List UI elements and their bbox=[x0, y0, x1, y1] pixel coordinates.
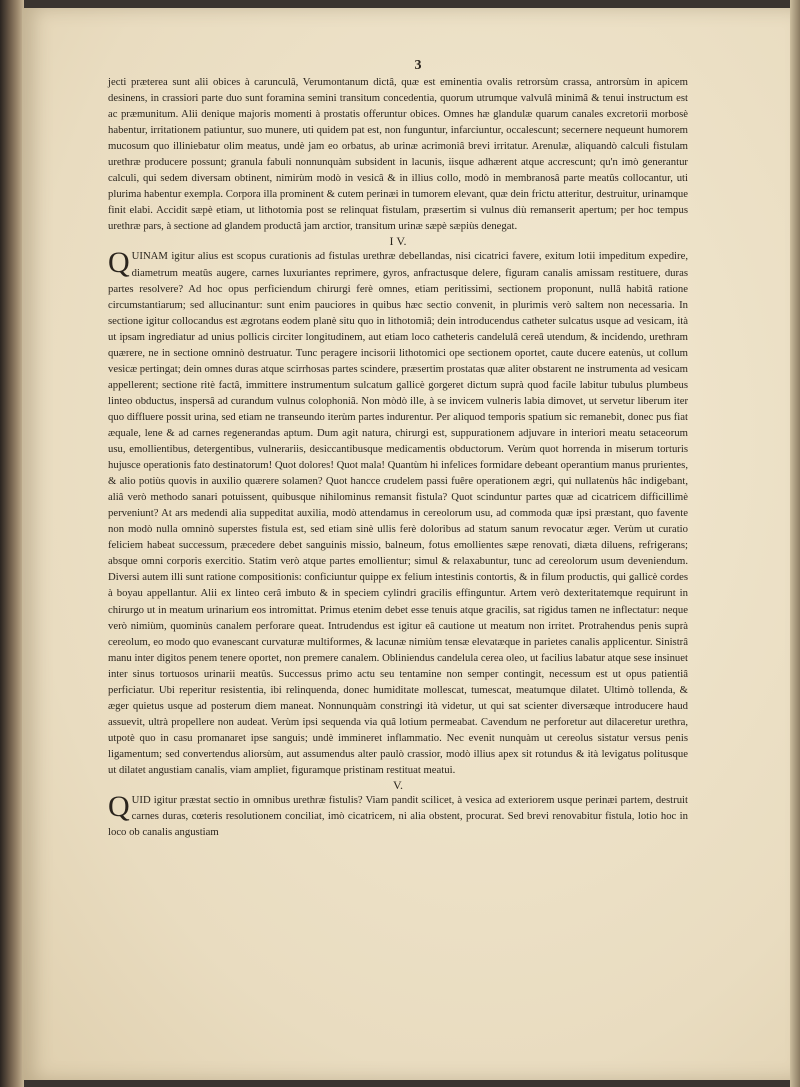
paragraph-iv-text: UINAM igitur alius est scopus curationis ad fistulas urethræ debellandas, nisi cicatrici favere, exitum lotii impeditum expedire, diametrum meatûs augere, carnes luxuriantes reprimere, gyros, anfractusque delere, figuram canalis amissam restituere, duras partes resolvere? Ad hoc opus perficiendum chirurgi ferè omnes, etiam peritissimi, sectionem proponunt, nullâ habitâ ratione circumstantiarum; sed allucinantur: sunt enim pauciores in quibus hæc sectio convenit, in plurimis verò saltem non necessaria. In sectione igitur collocandus est ægrotans eodem planè situ quo in lithotomiâ; dein introducendus catheter sulcatus usque ad vesicam, ità ut ipsam ingrediatur ad unius pollicis circiter longitudinem, aut etiam loco catheteris candelulâ cereâ utendum, & incidendo, urethram quærere, ne in sectione omninò destruatur. Tunc peragere incisorii lithotomici ope sectionem oportet, caute ducere eatenùs, ut collum vesicæ pertingat; dein omnes duras atque scirrhosas partes scindere, præsertim prostatas quæ aliter obstarent ne instrumenta ad vesicam appellerent; sectione ritè factâ, immittere instrumentum sulcatum gallicè gorgeret dictum suprà quod facile labitur tubulus plumbeus linteo obductus, inspersâ ad curandum vulnus colophoniâ. Non mòdò ille, à se invicem vulneris labia dimovet, ut servetur liberum iter quo diffluere possit urina, sed etiam ne transeundo iterùm partes indurentur. Per aliquod temporis spatium sic remanebit, donec pus fiat æquale, lene & ad carnes regenerandas aptum. Dum agit natura, chirurgi est, suppurationem adjuvare in interiori meatu setaceorum usu, emollientibus, detergentibus, vulnerariis, desiccantibusque medicamentis obductorum. Verùm quot horrenda in miserum torturis hujusce operationis fato destinatorum! Quot dolores! Quot mala! Quantùm hi infelices formidare debeant operantium manus prurientes, & alio potiùs quovis in auxilio quærere solamen? Quot hancce crudelem passi fuêre operationem ægri, qui nullatenùs hâc indigebant, aliâ verò methodo sanari potuissent, quibusque nihilominus remansit fistula? Quot scinduntur partes quæ ad cicatricem difficillimè perveniunt? At ars medendi alia suppeditat auxilia, modò attendamus in cereolorum usu, ad commoda quæ ipsi præstant, quo favente non modò nulla omninò superstes fistula est, sed etiam sinè ullis ferè doloribus ad statum sanum revocatur æger. Verùm ut curatio feliciem habeat successum, præcedere debet sanguinis missio, balneum, fotus emollientes sæpe renovati, diæta diluens, refrigerans; absque omni corporis exercitio. Statim verò atque partes emollientur; simul & relaxabuntur, tunc ad cereolorum usum deveniendum. Diversi autem illi sunt ratione compositionis: conficiuntur quippe ex felium intestinis contortis, & in filum productis, qui gallicè cordes à boyau appellantur. Alii ex linteo cerâ imbuto & in speciem cylindri gracilis effinguntur. Artem verò dexteritatemque requirunt in chirurgo ut in meatum urinarium eos intromittat. Primus etenim debet esse tenuis atque gracilis, sat rigidus tamen ne inflectatur: neque verò nimiùm, quominùs canalem perforare queat. Intrudendus est igitur eâ cautione ut meatum non irritet. Protrahendus penis suprà cereolum, eo modo quo evanescant curvaturæ multiformes, & lacunæ nimiùm tensæ elevatæque in parietes canalis applicentur. Sinistrâ manu inter digitos penem tenere oportet, non premere canalem. Obliniendus candelula cerea oleo, ut facilius labatur atque sese insinuet inter sinus tortuosos urinarii meatûs. Successus primo actu seu tentamine non semper contingit, necessum est ut opus patientiâ perficiatur. Ubi reperitur resistentia, ibi relinquenda, donec humiditate mollescat, tumescat, meatumque dilatet. Ultimò tollenda, & æger quietus usque ad posterum diem maneat. Nonnunquàm constringi ità videtur, ut qui sat scienter diversæque introducere haud assuevit, ultrà propellere non audeat. Verùm ipsi sequenda via quâ lotium permeabat. Cavendum ne perforetur aut dilaceretur urethra, utpotè quo in casu promanaret ipse sanguis; undè immineret inflammatio. Nec evenit nunquàm ut cereolus sistatur versus penis ligamentum; sed convertendus aliorsùm, aut assumendus alter paulò crassior, modò illius apex sit rotundus & ità levigatus politusque ut dilatet angustiam canalis, viam ampliet, figuramque pristinam restituat meatui. bbox=[108, 250, 688, 776]
paragraph-intro: jecti præterea sunt alii obices à carunculâ, Verumontanum dictâ, quæ est eminentia ovalis retrorsùm crassa, antrorsùm in apicem desinens, in crassiori parte duo sunt foramina semini transitum concedentia, quorum utrumque valvulâ minimâ & tenui instructum est ac præmunitum. Alii denique majoris momenti à prostatis offeruntur obices. Omnes hæ glandulæ quarum canales excretorii morbosè habentur, irritationem patiuntur, suo munere, uti quidem pat est, non funguntur, infarciuntur, occalescunt; secernere nequeunt humorem mucosum quo illiniebatur olim meatus, undè jam eo orbatus, ab urinæ acrimoniâ brevi irritatur. Arenulæ, aliquandò calculi fistulam urethræ producere possunt; granula fabuli nonnunquàm subsident in lacunis, iisque adhærent atque accrescunt; qu'n imò generantur calculi, qui sedem diversam obtinent, nimirùm modò in vesicâ & in illius collo, modò in membranosâ parte meatûs collocantur, uti plurima habentur exempla. Corpora illa prominent & cutem perinæi in tumorem elevant, quæ dein frictu atteritur, destruitur, urinamque finit elabi. Accidit sæpè etiam, ut lithotomia post se relinquat fistulam, præsertim si vulnus diù remanserit apertum; per hoc tempus urethræ pars, à sectione ad glandem productâ jam arctior, transitum urinæ sæpè sæpiùs denegat. bbox=[108, 76, 688, 233]
drop-cap-iv: Q bbox=[108, 246, 130, 280]
book-page bbox=[22, 8, 792, 1080]
book-spine bbox=[0, 0, 24, 1087]
paragraph-iv bbox=[108, 248, 688, 778]
section-heading-iv: I V. bbox=[389, 234, 407, 249]
drop-cap-v: Q bbox=[108, 790, 130, 824]
paragraph-v bbox=[108, 792, 688, 840]
section-heading-v: V. bbox=[392, 778, 404, 793]
page-edge bbox=[790, 0, 800, 1087]
paragraph-v-text: UID igitur præstat sectio in omnibus urethræ fistulis? Viam pandit scilicet, à vesica ad exteriorem usque perinæi partem, destruit carnes duras, cœteris resolutionem conciliat, imò cicatricem, ni alia obstent, procurat. Sed brevi renovabitur fistula, lotio hoc in loco ob canalis angustiam bbox=[108, 794, 688, 839]
page-number: 3 bbox=[414, 58, 422, 73]
page-text-block bbox=[108, 58, 688, 840]
